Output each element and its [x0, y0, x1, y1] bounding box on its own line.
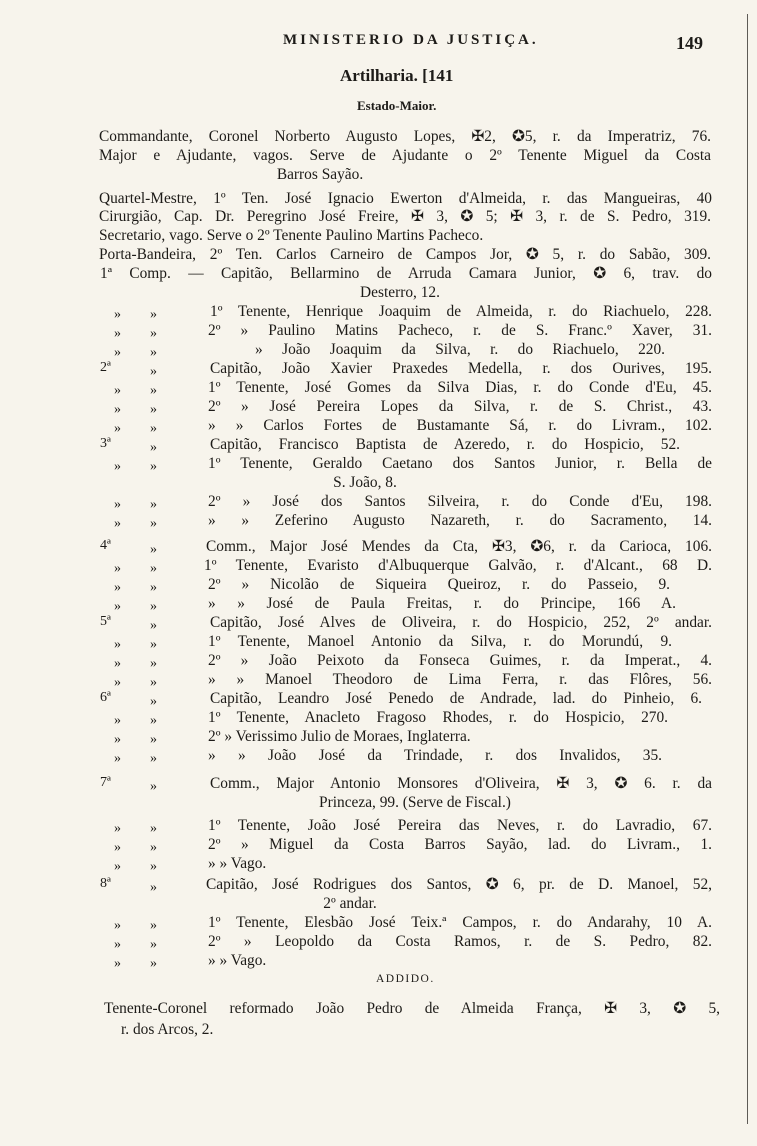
text-line: 2º » Verissimo Julio de Moraes, Inglaterra.: [208, 728, 471, 745]
text-line: 2º » Nicolão de Siqueira Queiroz, r. do Passeio, 9.: [208, 576, 670, 593]
ditto-mark: »: [114, 561, 121, 576]
ditto-mark: »: [150, 542, 157, 557]
text-line: Quartel-Mestre, 1º Ten. José Ignacio Ewerton d'Almeida, r. das Mangueiras, 40: [99, 190, 712, 207]
ditto-mark: »: [150, 751, 157, 766]
text-line: Capitão, José Rodrigues dos Santos, ✪ 6, pr. de D. Manoel, 52,: [206, 876, 712, 893]
ditto-mark: »: [150, 880, 157, 895]
text-line: » » Vago.: [208, 952, 267, 969]
company-number: 5ª: [100, 614, 111, 629]
ditto-mark: »: [114, 459, 121, 474]
text-line: 1º Tenente, Geraldo Caetano dos Santos Junior, r. Bella de: [208, 455, 712, 472]
ditto-mark: »: [150, 779, 157, 794]
text-line: 1º Tenente, José Gomes da Silva Dias, r. do Conde d'Eu, 45.: [208, 379, 712, 396]
text-line: 1º Tenente, Evaristo d'Albuquerque Galvão, r. d'Alcant., 68 D.: [204, 557, 712, 574]
text-line: » João Joaquim da Silva, r. do Riachuelo, 220.: [255, 341, 665, 358]
ditto-mark: »: [114, 421, 121, 436]
page-edge-line: [747, 14, 748, 1124]
text-line: 1ª Comp. — Capitão, Bellarmino de Arruda Camara Junior, ✪ 6, trav. do: [100, 265, 712, 282]
ditto-mark: »: [150, 618, 157, 633]
ditto-mark: »: [114, 326, 121, 341]
ditto-mark: »: [114, 637, 121, 652]
ditto-mark: »: [150, 713, 157, 728]
company-number: 7ª: [100, 775, 111, 790]
ditto-mark: »: [150, 675, 157, 690]
ditto-mark: »: [114, 918, 121, 933]
text-line: 1º Tenente, Anacleto Fragoso Rhodes, r. do Hospicio, 270.: [208, 709, 668, 726]
text-line: Comm., Major José Mendes da Cta, ✠3, ✪6, r. da Carioca, 106.: [206, 538, 712, 555]
text-line: Porta-Bandeira, 2º Ten. Carlos Carneiro de Campos Jor, ✪ 5, r. do Sabão, 309.: [99, 246, 711, 263]
text-line: Capitão, Leandro José Penedo de Andrade, lad. do Pinheio, 6.: [210, 690, 702, 707]
ditto-mark: »: [150, 440, 157, 455]
text-line: Capitão, Francisco Baptista de Azeredo, r. do Hospicio, 52.: [210, 436, 680, 453]
ditto-mark: »: [114, 345, 121, 360]
text-line: » » Manoel Theodoro de Lima Ferra, r. das Flôres, 56.: [208, 671, 712, 688]
text-line: 1º Tenente, João José Pereira das Neves, r. do Lavradio, 67.: [208, 817, 712, 834]
ditto-mark: »: [150, 956, 157, 971]
text-line: 1º Tenente, Henrique Joaquim de Almeida, r. do Riachuelo, 228.: [210, 303, 712, 320]
text-line: 2º andar.: [323, 895, 377, 912]
ditto-mark: »: [150, 383, 157, 398]
ditto-mark: »: [150, 326, 157, 341]
text-line: Capitão, João Xavier Praxedes Medella, r. dos Ourives, 195.: [210, 360, 712, 377]
text-line: 2º » José dos Santos Silveira, r. do Conde d'Eu, 198.: [208, 493, 712, 510]
ditto-mark: »: [150, 694, 157, 709]
ditto-mark: »: [114, 383, 121, 398]
page-number: 149: [676, 33, 703, 53]
text-line: Princeza, 99. (Serve de Fiscal.): [319, 794, 511, 811]
company-number: 3ª: [100, 436, 111, 451]
text-line: 1º Tenente, Elesbão José Teix.ª Campos, r. do Andarahy, 10 A.: [208, 914, 712, 931]
company-number: 4ª: [100, 538, 111, 553]
ditto-mark: »: [150, 918, 157, 933]
ditto-mark: »: [150, 307, 157, 322]
ditto-mark: »: [150, 345, 157, 360]
subsection-title: Estado-Maior.: [357, 98, 437, 113]
ditto-mark: »: [150, 821, 157, 836]
company-number: 8ª: [100, 876, 111, 891]
ditto-mark: »: [150, 599, 157, 614]
text-line: Desterro, 12.: [360, 284, 440, 301]
ditto-mark: »: [114, 675, 121, 690]
text-line: » » Vago.: [208, 855, 267, 872]
text-line: S. João, 8.: [333, 474, 397, 491]
text-line: Comm., Major Antonio Monsores d'Oliveira, ✠ 3, ✪ 6. r. da: [210, 775, 712, 792]
ditto-mark: »: [150, 364, 157, 379]
ditto-mark: »: [150, 402, 157, 417]
ditto-mark: »: [114, 732, 121, 747]
text-line: 2º » Leopoldo da Costa Ramos, r. de S. Pedro, 82.: [208, 933, 712, 950]
ditto-mark: »: [150, 859, 157, 874]
text-line: Major e Ajudante, vagos. Serve de Ajudante o 2º Tenente Miguel da Costa: [99, 147, 711, 164]
text-line: Barros Sayão.: [276, 166, 364, 183]
ditto-mark: »: [150, 937, 157, 952]
ditto-mark: »: [114, 656, 121, 671]
text-line: Tenente-Coronel reformado João Pedro de Almeida França, ✠ 3, ✪ 5,: [104, 1000, 720, 1017]
company-number: 6ª: [100, 690, 111, 705]
running-head: MINISTERIO DA JUSTIÇA.: [283, 32, 539, 48]
ditto-mark: »: [150, 459, 157, 474]
ditto-mark: »: [150, 637, 157, 652]
text-line: 1º Tenente, Manoel Antonio da Silva, r. do Morundú, 9.: [208, 633, 672, 650]
section-title: Artilharia. [141: [340, 66, 454, 85]
addido-heading: ADDIDO.: [376, 973, 435, 985]
ditto-mark: »: [114, 859, 121, 874]
text-line: 2º » Paulino Matins Pacheco, r. de S. Franc.º Xaver, 31.: [208, 322, 712, 339]
text-line: » » José de Paula Freitas, r. do Principe, 166 A.: [208, 595, 676, 612]
ditto-mark: »: [114, 516, 121, 531]
ditto-mark: »: [114, 580, 121, 595]
text-line: » » João José da Trindade, r. dos Invalidos, 35.: [208, 747, 662, 764]
text-line: » » Zeferino Augusto Nazareth, r. do Sacramento, 14.: [208, 512, 712, 529]
text-line: Capitão, José Alves de Oliveira, r. do Hospicio, 252, 2º andar.: [210, 614, 712, 631]
ditto-mark: »: [114, 956, 121, 971]
ditto-mark: »: [150, 840, 157, 855]
text-line: Secretario, vago. Serve o 2º Tenente Paulino Martins Pacheco.: [99, 227, 484, 244]
text-line: Commandante, Coronel Norberto Augusto Lopes, ✠2, ✪5, r. da Imperatriz, 76.: [99, 128, 711, 145]
ditto-mark: »: [114, 497, 121, 512]
ditto-mark: »: [114, 937, 121, 952]
ditto-mark: »: [150, 421, 157, 436]
text-line: Cirurgião, Cap. Dr. Peregrino José Freire, ✠ 3, ✪ 5; ✠ 3, r. de S. Pedro, 319.: [99, 208, 711, 225]
text-line: 2º » João Peixoto da Fonseca Guimes, r. da Imperat., 4.: [208, 652, 712, 669]
ditto-mark: »: [150, 561, 157, 576]
text-line: 2º » José Pereira Lopes da Silva, r. de S. Christ., 43.: [208, 398, 712, 415]
ditto-mark: »: [114, 840, 121, 855]
ditto-mark: »: [114, 821, 121, 836]
ditto-mark: »: [114, 402, 121, 417]
ditto-mark: »: [114, 307, 121, 322]
ditto-mark: »: [150, 732, 157, 747]
ditto-mark: »: [150, 497, 157, 512]
company-number: 2ª: [100, 360, 111, 375]
text-line: r. dos Arcos, 2.: [121, 1021, 214, 1038]
text-line: 2º » Miguel da Costa Barros Sayão, lad. do Livram., 1.: [208, 836, 712, 853]
ditto-mark: »: [114, 751, 121, 766]
ditto-mark: »: [114, 599, 121, 614]
ditto-mark: »: [150, 580, 157, 595]
ditto-mark: »: [150, 516, 157, 531]
ditto-mark: »: [150, 656, 157, 671]
ditto-mark: »: [114, 713, 121, 728]
text-line: » » Carlos Fortes de Bustamante Sá, r. do Livram., 102.: [208, 417, 712, 434]
